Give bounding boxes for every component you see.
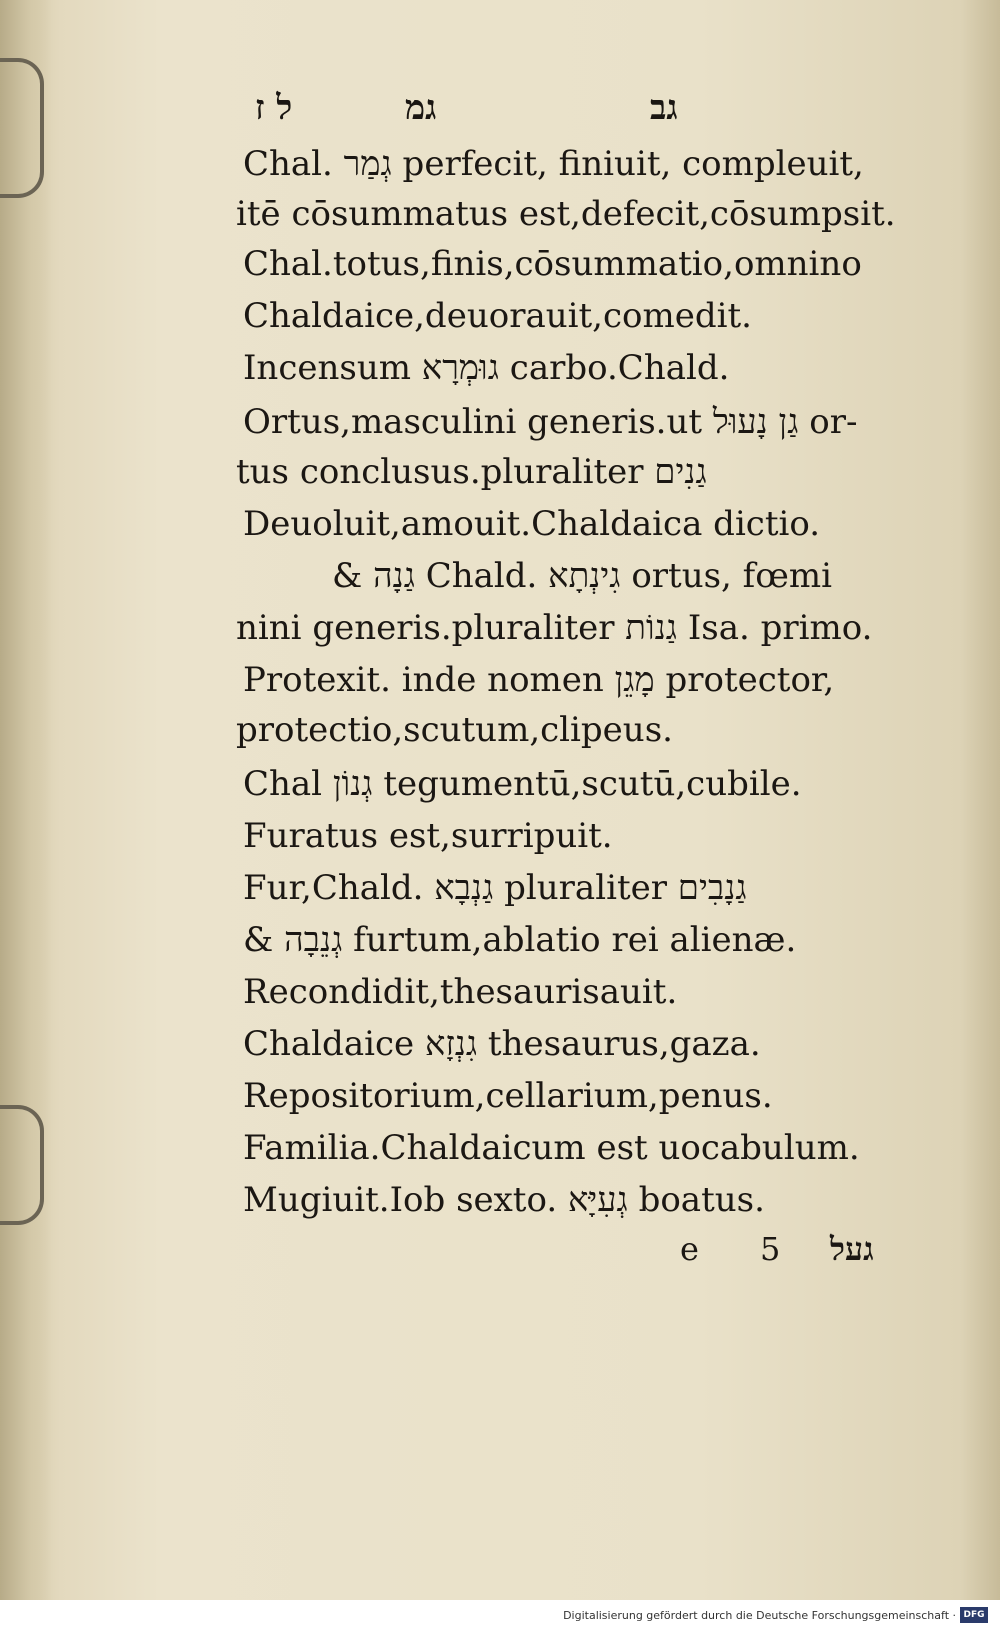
entry-text: & גְנֵבָה furtum,ablatio rei alienæ. [243, 920, 797, 960]
entry-text: Chal. גְמַר perfecit, finiuit, compleuit, [243, 144, 864, 184]
entry-text: Incensum גוּמְרָא carbo.Chald. [243, 348, 730, 388]
entry-text: nini generis.pluraliter גַנוֹת Isa. primo. [236, 608, 873, 648]
entry-text: & גַנָה Chald. גִינְתָא ortus, fœmi [332, 556, 832, 596]
entry-text: Chal.totus,finis,cōsummatio,omnino [243, 244, 862, 284]
catchword: געל [830, 1230, 874, 1268]
entry-text: tus conclusus.pluraliter גַנִים [236, 452, 707, 492]
entry-text: Chaldaice,deuorauit,comedit. [243, 296, 752, 336]
running-head-left: ל ז [255, 88, 293, 128]
page-clip-bottom [0, 1105, 44, 1225]
entry-text: protectio,scutum,clipeus. [236, 710, 673, 750]
running-head [240, 88, 920, 138]
signature-number: 5 [760, 1230, 781, 1268]
dfg-logo: DFG [960, 1607, 988, 1623]
entry-text: Furatus est,surripuit. [243, 816, 613, 856]
entry-text: Ortus,masculini generis.ut גַן נָעוּל or- [243, 402, 858, 442]
digitization-footer [0, 1600, 1000, 1632]
footer-credit: Digitalisierung gefördert durch die Deutsche Forschungsgemeinschaft · [563, 1609, 956, 1622]
entry-text: Mugiuit.Iob sexto. גְעִיָּא boatus. [243, 1180, 765, 1220]
entry-text: Chal גְנוֹן tegumentū,scutū,cubile. [243, 764, 802, 804]
page-clip-top [0, 58, 44, 198]
entry-text: Repositorium,cellarium,penus. [243, 1076, 773, 1116]
entry-text: itē cōsummatus est,defecit,cōsumpsit. [236, 194, 896, 234]
page-gutter [0, 0, 52, 1600]
running-head-right: גב [650, 88, 678, 128]
entry-text: Recondidit,thesaurisauit. [243, 972, 678, 1012]
entry-text: Fur,Chald. גַנְבָא pluraliter גַנָבִים [243, 868, 747, 908]
entry-text: Protexit. inde nomen מָגֵן protector, [243, 660, 835, 700]
signature-line [680, 1230, 920, 1280]
entry-text: Familia.Chaldaicum est uocabulum. [243, 1128, 860, 1168]
running-head-middle: גמ [405, 88, 437, 128]
signature-letter: e [680, 1230, 699, 1268]
entry-text: Deuoluit,amouit.Chaldaica dictio. [243, 504, 821, 544]
entry-text: Chaldaice גִנְזָא thesaurus,gaza. [243, 1024, 761, 1064]
